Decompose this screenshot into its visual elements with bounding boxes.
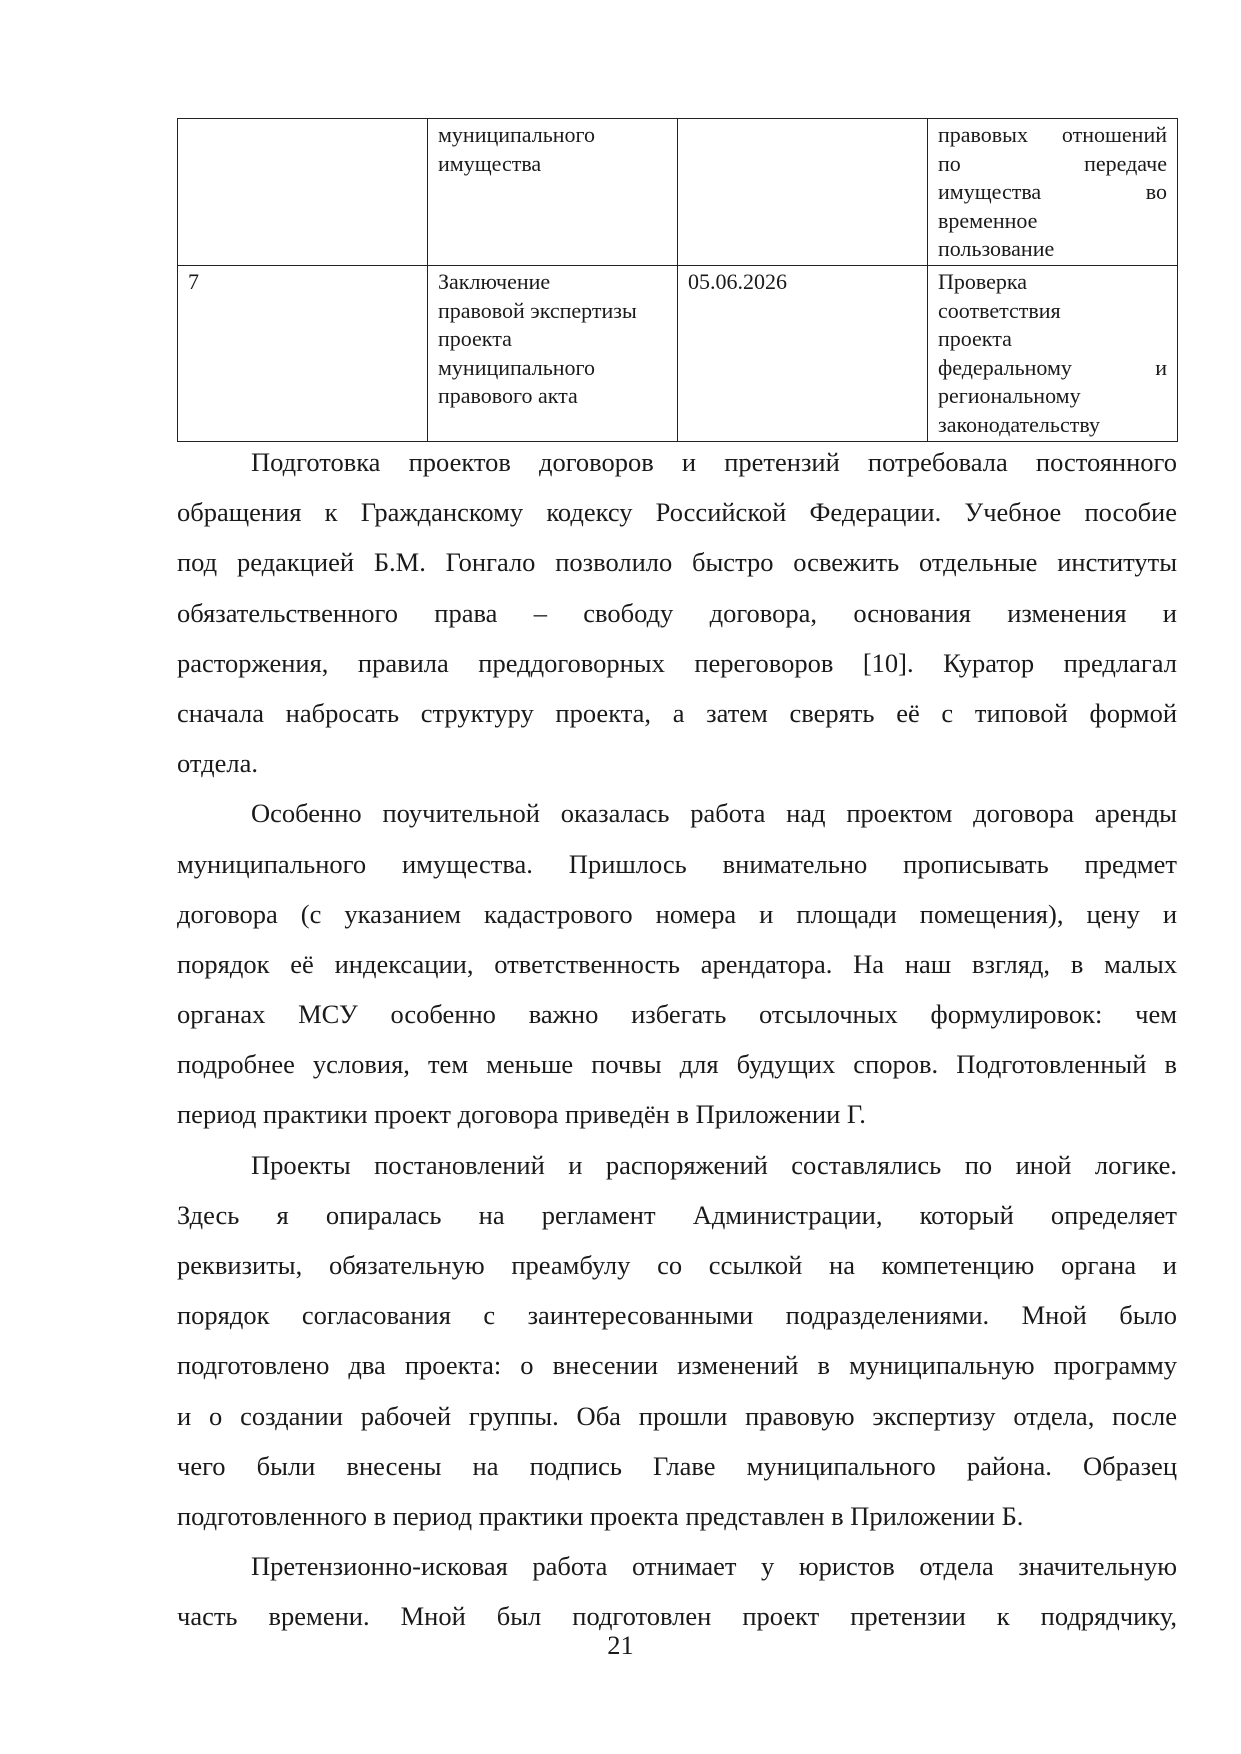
paragraph [177,437,1177,788]
table-row [178,119,1178,266]
description-line: по передаче [938,150,1167,176]
description-line: имущества во [938,179,1167,205]
stage-title-line: правового акта [438,383,578,409]
description-line: временное [938,207,1038,233]
page-number: 21 [607,1630,634,1660]
paragraph-line: обязательственного права – свободу договора, основания изменения и [177,597,1177,628]
description-line: проекта [938,326,1012,352]
paragraph-line: чего были внесены на подпись Главе муниципального района. Образец [177,1450,1177,1481]
stage-title-cell [428,265,678,441]
stage-title-line: Заключение [438,268,551,294]
stage-title-line: муниципального [438,122,596,147]
paragraph-line: Здесь я опиралась на регламент Администрации, который определяет [177,1199,1177,1230]
paragraph-line: под редакцией Б.М. Гонгало позволило быстро освежить отдельные институты [177,547,1177,578]
row-number: 7 [188,268,199,294]
description-line: правовых отношений [938,122,1167,147]
paragraph [177,788,1177,1139]
date-cell [678,265,928,441]
paragraph-line: Особенно поучительной оказалась работа над проектом договора аренды [251,798,1177,829]
paragraph-line: договора (с указанием кадастрового номера и площади помещения), цену и [177,898,1177,929]
paragraph [177,1140,1177,1542]
description-line: пользование [938,236,1055,262]
paragraph-line: обращения к Гражданскому кодексу Российской Федерации. Учебное пособие [177,497,1177,528]
paragraph-line: Претензионно-исковая работа отнимает у юристов отдела значительную [251,1551,1177,1582]
stage-title-line: правовой экспертизы [438,297,637,323]
paragraph [177,1541,1177,1641]
stage-title-cell [428,119,678,266]
stage-title-line: проекта [438,326,512,352]
paragraph-line: подготовлено два проекта: о внесении изменений в муниципальную программу [177,1350,1177,1381]
paragraph-line: муниципального имущества. Пришлось внимательно прописывать предмет [177,848,1177,879]
paragraph-line: подготовленного в период практики проекта представлен в Приложении Б. [177,1500,1024,1531]
paragraph-line: сначала набросать структуру проекта, а затем сверять её с типовой формой [177,697,1177,728]
table-row [178,265,1178,441]
paragraph-line: и о создании рабочей группы. Оба прошли правовую экспертизу отдела, после [177,1400,1177,1431]
paragraph-line: реквизиты, обязательную преамбулу со ссылкой на компетенцию органа и [177,1250,1177,1280]
description-line: Проверка [938,268,1028,294]
paragraph-line: отдела. [177,748,258,779]
body-text [177,437,1177,1642]
paragraph-line: расторжения, правила преддоговорных переговоров [10]. Куратор предлагал [177,647,1177,678]
description-line: федеральному и [938,354,1167,380]
paragraph-line: подробнее условия, тем меньше почвы для будущих споров. Подготовленный в [177,1049,1177,1080]
description-cell [928,265,1178,441]
date-cell [678,119,928,266]
paragraph-line: период практики проект договора приведён в Приложении Г. [177,1099,866,1130]
paragraph-line: порядок её индексации, ответственность арендатора. На наш взгляд, в малых [177,948,1177,979]
paragraph-line: Подготовка проектов договоров и претензий потребовала постоянного [251,447,1177,477]
paragraph-line: Проекты постановлений и распоряжений составлялись по иной логике. [251,1149,1177,1180]
stage-title-line: муниципального [438,354,596,380]
paragraph-line: часть времени. Мной был подготовлен проект претензии к подрядчику, [177,1601,1177,1632]
description-line: законодательству [938,411,1100,437]
description-line: соответствия [938,297,1061,323]
paragraph-line: порядок согласования с заинтересованными подразделениями. Мной было [177,1300,1177,1331]
paragraph-line: органах МСУ особенно важно избегать отсылочных формулировок: чем [177,999,1177,1030]
description-cell [928,119,1178,266]
schedule-table [177,118,1178,442]
stage-date: 05.06.2026 [688,268,787,294]
row-number-cell [178,119,428,266]
stage-title-line: имущества [438,150,542,176]
description-line: региональному [938,383,1081,409]
row-number-cell [178,265,428,441]
